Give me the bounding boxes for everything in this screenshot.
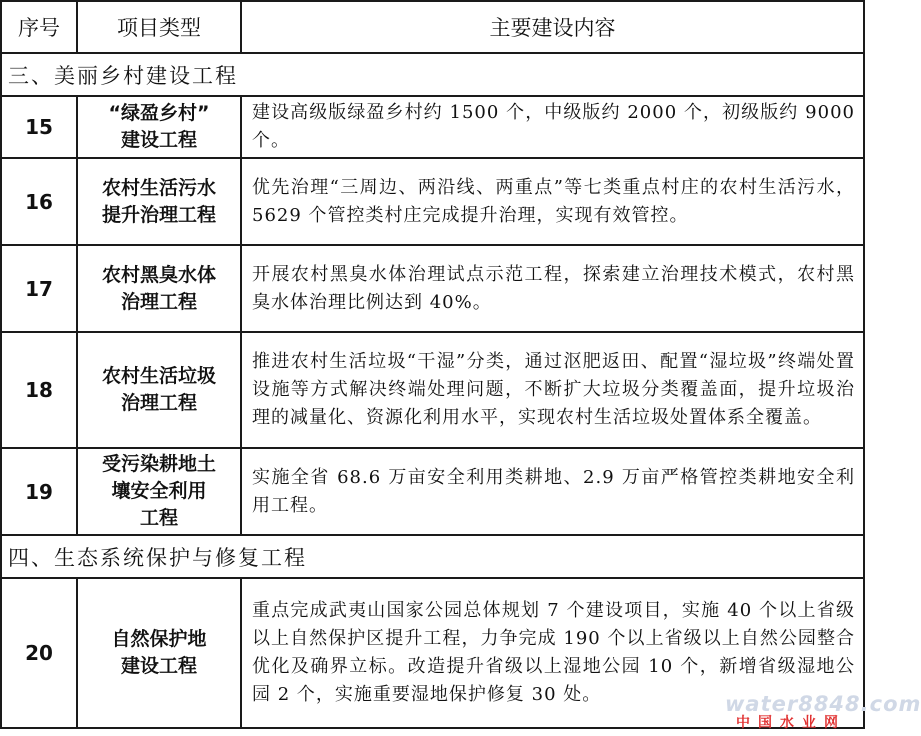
type-label: 农村生活垃圾 治理工程 [101,365,216,414]
type-label: “绿盈乡村” 建设工程 [108,102,210,151]
row-type [77,96,241,158]
row-number: 18 [1,332,77,448]
type-label: 农村生活污水 提升治理工程 [101,176,216,226]
row-description: 实施全省 68.6 万亩安全利用类耕地、2.9 万亩严格管控类耕地安全利用工程。 [241,448,864,535]
row-description: 建设高级版绿盈乡村约 1500 个，中级版约 2000 个，初级版约 9000 个。 [241,96,864,158]
header-type: 项目类型 [77,1,241,53]
type-label: 受污染耕地土 壤安全利用 工程 [101,453,216,529]
row-number: 20 [1,578,77,728]
row-type [77,245,241,332]
row-description: 优先治理“三周边、两沿线、两重点”等七类重点村庄的农村生活污水，5629 个管控类村庄完成提升治理，实现有效管控。 [241,158,864,245]
watermark-domain: water8848.com [725,692,921,716]
header-content: 主要建设内容 [241,1,864,53]
row-description: 推进农村生活垃圾“干湿”分类，通过沤肥返田、配置“湿垃圾”终端处置设施等方式解决终端处理问题，不断扩大垃圾分类覆盖面，提升垃圾治理的减量化、资源化利用水平，实现农村生活垃圾处置体系全覆盖。 [241,332,864,448]
row-number: 17 [1,245,77,332]
row-number: 16 [1,158,77,245]
table-row [1,96,864,158]
row-type [77,332,241,448]
row-type [77,448,241,535]
row-type [77,578,241,728]
section-row [1,535,864,578]
row-type [77,158,241,245]
row-description: 重点完成武夷山国家公园总体规划 7 个建设项目，实施 40 个以上省级以上自然保护区提升工程，力争完成 190 个以上省级以上自然公园整合优化及确界立标。改造提升省级以上湿地公园 10 个，新增省级湿地公园 2 个，实施重要湿地保护修复 30 处。 [241,578,864,728]
table-header-row [1,1,864,53]
type-label: 自然保护地 建设工程 [111,628,207,677]
watermark-site-name: 中国水业网 [736,715,846,731]
section-title: 四、生态系统保护与修复工程 [1,535,864,578]
header-seq: 序号 [1,1,77,53]
section-title: 三、美丽乡村建设工程 [1,53,864,96]
row-number: 15 [1,96,77,158]
table-row [1,448,864,535]
section-row [1,53,864,96]
row-description: 开展农村黑臭水体治理试点示范工程，探索建立治理技术模式，农村黑臭水体治理比例达到 40%。 [241,245,864,332]
table-row [1,332,864,448]
table-row [1,245,864,332]
watermark-logo [725,692,921,732]
type-label: 农村黑臭水体 治理工程 [101,263,216,313]
row-number: 19 [1,448,77,535]
table-row [1,158,864,245]
